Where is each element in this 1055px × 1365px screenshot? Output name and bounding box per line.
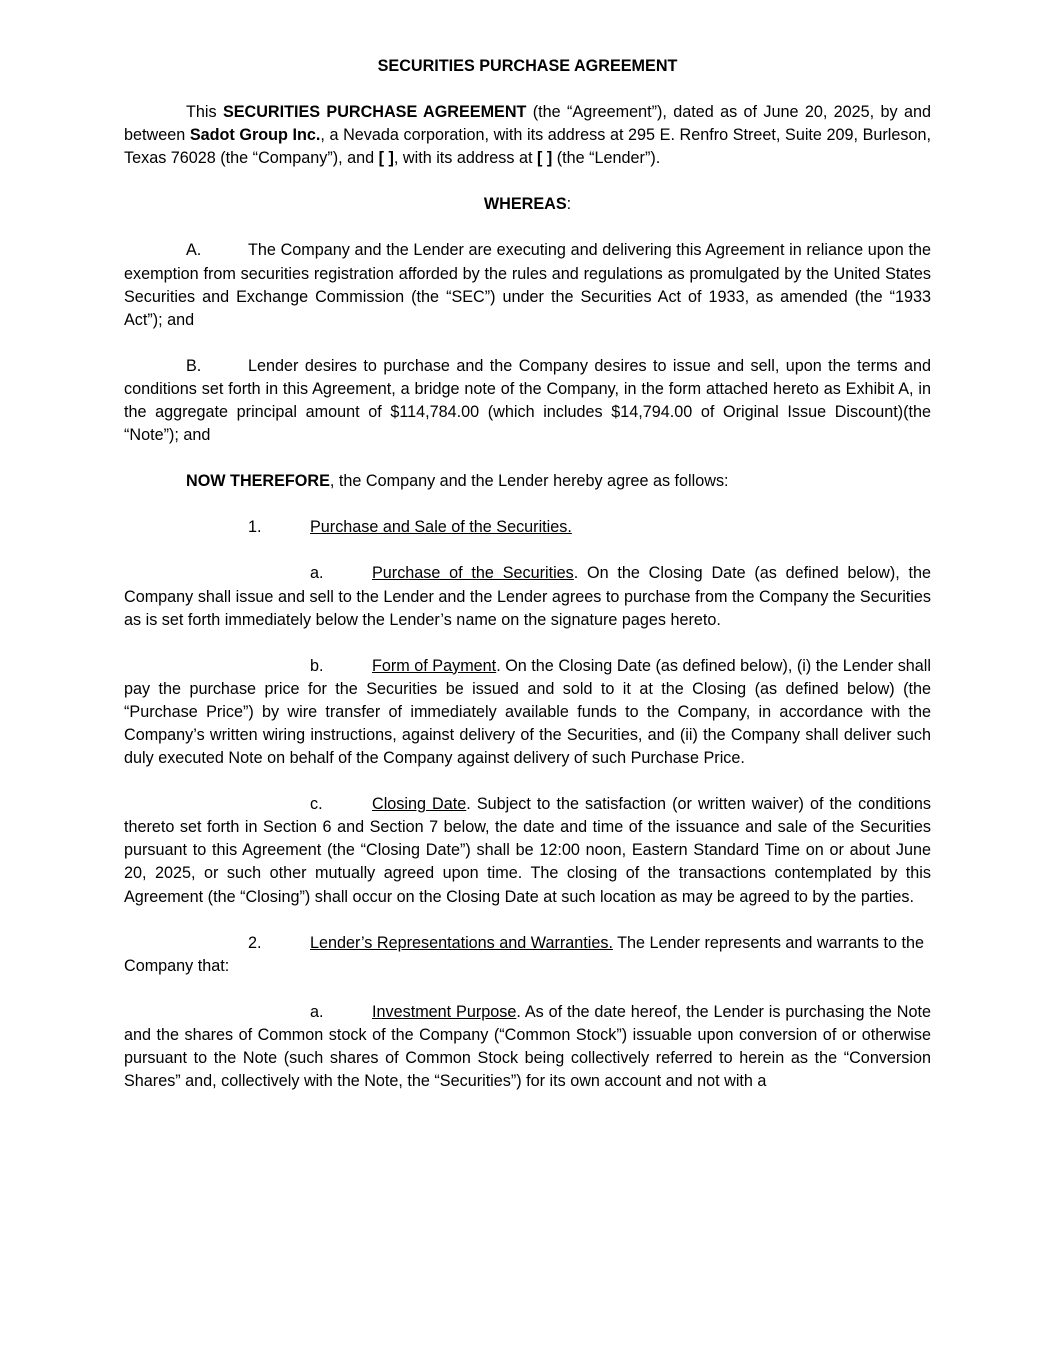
- intro-text-3: , a Nevada corporation, with its address at 295 E. Renfro Street, Suite 209, Burleson, Texas 76028 (the “Company”), and: [124, 126, 932, 168]
- intro-text-1: This: [186, 103, 223, 122]
- now-therefore-paragraph: [124, 470, 931, 493]
- recital-b-number: B.: [186, 356, 202, 375]
- recital-b: [124, 355, 931, 447]
- section-2-title: Lender’s Representations and Warranties.: [310, 933, 613, 952]
- intro-company-name: Sadot Group Inc.: [189, 126, 321, 145]
- recital-a-number: A.: [186, 241, 202, 260]
- now-therefore-text: , the Company and the Lender hereby agree as follows:: [329, 472, 729, 491]
- intro-agreement-name: SECURITIES PURCHASE AGREEMENT: [222, 103, 527, 122]
- section-1a: [124, 562, 931, 631]
- section-1-number: 1.: [248, 518, 262, 537]
- intro-paragraph: [124, 101, 931, 170]
- section-1c-text: . Subject to the satisfaction (or written waiver) of the conditions thereto set forth in Section 6 and Section 7 below, the date and time of the issuance and sale of the Securities pursuant to this Agreement (the “Closing Date”) shall be 12:00 noon, Eastern Standard Time on or about June 20, 2025, or such other mutually agreed upon time. The closing of the transactions contemplated by this Agreement (the “Closing”) shall occur on the Closing Date at such location as may be agreed to by the parties.: [124, 795, 931, 906]
- section-1-title: Purchase and Sale of the Securities.: [310, 518, 572, 537]
- section-1c-number: c.: [310, 795, 323, 814]
- section-2a-text: . As of the date hereof, the Lender is purchasing the Note and the shares of Common stock of the Company (“Common Stock”) issuable upon conversion of or otherwise pursuant to the Note (such shares of Common Stock being collectively referred to herein as the “Conversion Shares” and, collectively with the Note, the “Securities”) for its own account and not with a: [124, 1002, 931, 1091]
- section-1-heading: [124, 516, 931, 539]
- section-2a: [124, 1001, 931, 1093]
- recital-a: [124, 239, 931, 331]
- section-2a-title: Investment Purpose: [372, 1002, 517, 1021]
- section-2a-number: a.: [310, 1002, 324, 1021]
- section-1b-title: Form of Payment: [372, 656, 497, 675]
- intro-text-4: , with its address at: [393, 149, 537, 168]
- section-1a-title: Purchase of the Securities: [372, 564, 574, 583]
- whereas-label: WHEREAS: [483, 195, 567, 214]
- whereas-heading: [124, 193, 931, 216]
- document-page: [124, 55, 931, 1116]
- recital-a-text: The Company and the Lender are executing and delivering this Agreement in reliance upon the exemption from securities registration afforded by the rules and regulations as promulgated by the United States Securities and Exchange Commission (the “SEC”) under the Securities Act of 1933, as amended (the “1933 Act”); and: [124, 241, 931, 329]
- section-2-text: The Lender represents and warrants to the Company that:: [124, 933, 925, 975]
- section-2-number: 2.: [248, 933, 262, 952]
- section-1b: [124, 655, 931, 770]
- section-1a-number: a.: [310, 564, 324, 583]
- document-title: SECURITIES PURCHASE AGREEMENT: [377, 57, 678, 75]
- section-1c-title: Closing Date: [372, 795, 467, 814]
- now-therefore-label: NOW THEREFORE: [186, 472, 330, 491]
- intro-lender-blank: [ ]: [378, 149, 394, 168]
- recital-b-text: Lender desires to purchase and the Company desires to issue and sell, upon the terms and conditions set forth in this Agreement, a bridge note of the Company, in the form attached hereto as Exhibit A, in the aggregate principal amount of $114,784.00 (which includes $14,794.00 of Original Issue Discount)(the “Note”); and: [124, 356, 931, 445]
- section-1a-text: . On the Closing Date (as defined below), the Company shall issue and sell to the Lender and the Lender agrees to purchase from the Company the Securities as is set forth immediately below the Lender’s name on the signature pages hereto.: [124, 564, 931, 629]
- intro-text-2: (the “Agreement”), dated as of June 20, 2025, by and between: [124, 103, 931, 145]
- section-1b-number: b.: [310, 656, 324, 675]
- section-1c: [124, 793, 931, 908]
- whereas-colon: :: [566, 195, 572, 214]
- section-1b-text: . On the Closing Date (as defined below), (i) the Lender shall pay the purchase price for the Securities be issued and sold to it at the Closing (as defined below) (the “Purchase Price”) by wire transfer of immediately available funds to the Company, in accordance with the Company’s written wiring instructions, against delivery of the Securities, and (ii) the Company shall deliver such duly executed Note on behalf of the Company against delivery of such Purchase Price.: [124, 656, 931, 768]
- intro-address-blank: [ ]: [536, 149, 553, 168]
- section-2: [124, 932, 931, 978]
- intro-text-5: (the “Lender”).: [552, 149, 661, 168]
